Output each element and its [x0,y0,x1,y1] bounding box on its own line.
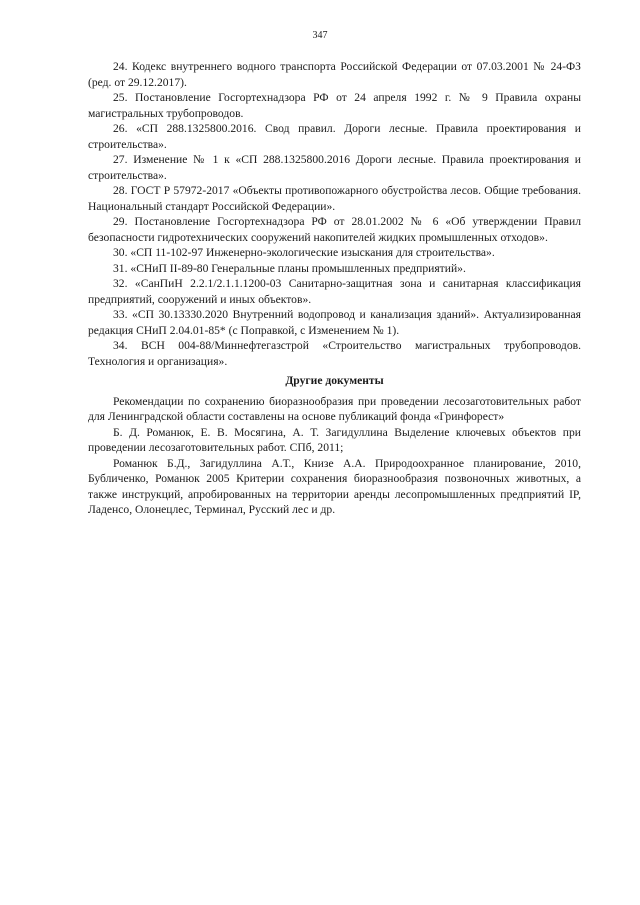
reference-item: 26. «СП 288.1325800.2016. Свод правил. Дороги лесные. Правила проектирования и строительства». [88,122,581,151]
page-content [88,59,581,518]
reference-item: 31. «СНиП II-89-80 Генеральные планы промышленных предприятий». [113,261,466,275]
reference-item: 33. «СП 30.13330.2020 Внутренний водопровод и канализация зданий». Актуализированная редакция СНиП 2.04.01-85* (с Поправкой, с Изменением № 1). [88,308,581,337]
other-document-paragraph: Рекомендации по сохранению биоразнообразия при проведении лесозаготовительных работ для Ленинградской области составлены на основе публикаций фонда «Гринфорест» [88,394,581,423]
reference-item: 32. «СанПиН 2.2.1/2.1.1.1200-03 Санитарно-защитная зона и санитарная классификация предприятий, сооружений и иных объектов». [88,277,581,306]
reference-item: 29. Постановление Госгортехнадзора РФ от 28.01.2002 № 6 «Об утверждении Правил безопасности гидротехнических сооружений накопителей жидких промышленных отходов». [88,215,581,244]
reference-item: 25. Постановление Госгортехнадзора РФ от 24 апреля 1992 г. № 9 Правила охраны магистральных трубопроводов. [88,91,581,120]
other-document-paragraph: Б. Д. Романюк, Е. В. Мосягина, А. Т. Загидуллина Выделение ключевых объектов при проведении лесозаготовительных работ. СПб, 2011; [88,425,581,454]
reference-item: 27. Изменение № 1 к «СП 288.1325800.2016 Дороги лесные. Правила проектирования и строительства». [88,153,581,182]
reference-item: 30. «СП 11-102-97 Инженерно-экологические изыскания для строительства». [113,246,495,259]
reference-item: 34. ВСН 004-88/Миннефтегазстрой «Строительство магистральных трубопроводов. Технология и организация». [88,339,581,368]
other-document-paragraph: Романюк Б.Д., Загидуллина А.Т., Книзе А.А. Природоохранное планирование, 2010, Бубличенко, Романюк 2005 Критерии сохранения биоразнообразия позвоночных животных, а также инструкций, апробированных на территории аренды лесопромышленных предприятий IP, Ладенсо, Олонецлес, Терминал, Русский лес и др. [88,456,581,516]
reference-item: 28. ГОСТ Р 57972-2017 «Объекты противопожарного обустройства лесов. Общие требования. Национальный стандарт Российской Федерации». [88,184,581,213]
section-heading-other-documents: Другие документы [285,374,384,387]
reference-item: 24. Кодекс внутреннего водного транспорта Российской Федерации от 07.03.2001 № 24-ФЗ (ред. от 29.12.2017). [88,60,581,89]
page-number: 347 [312,30,328,41]
